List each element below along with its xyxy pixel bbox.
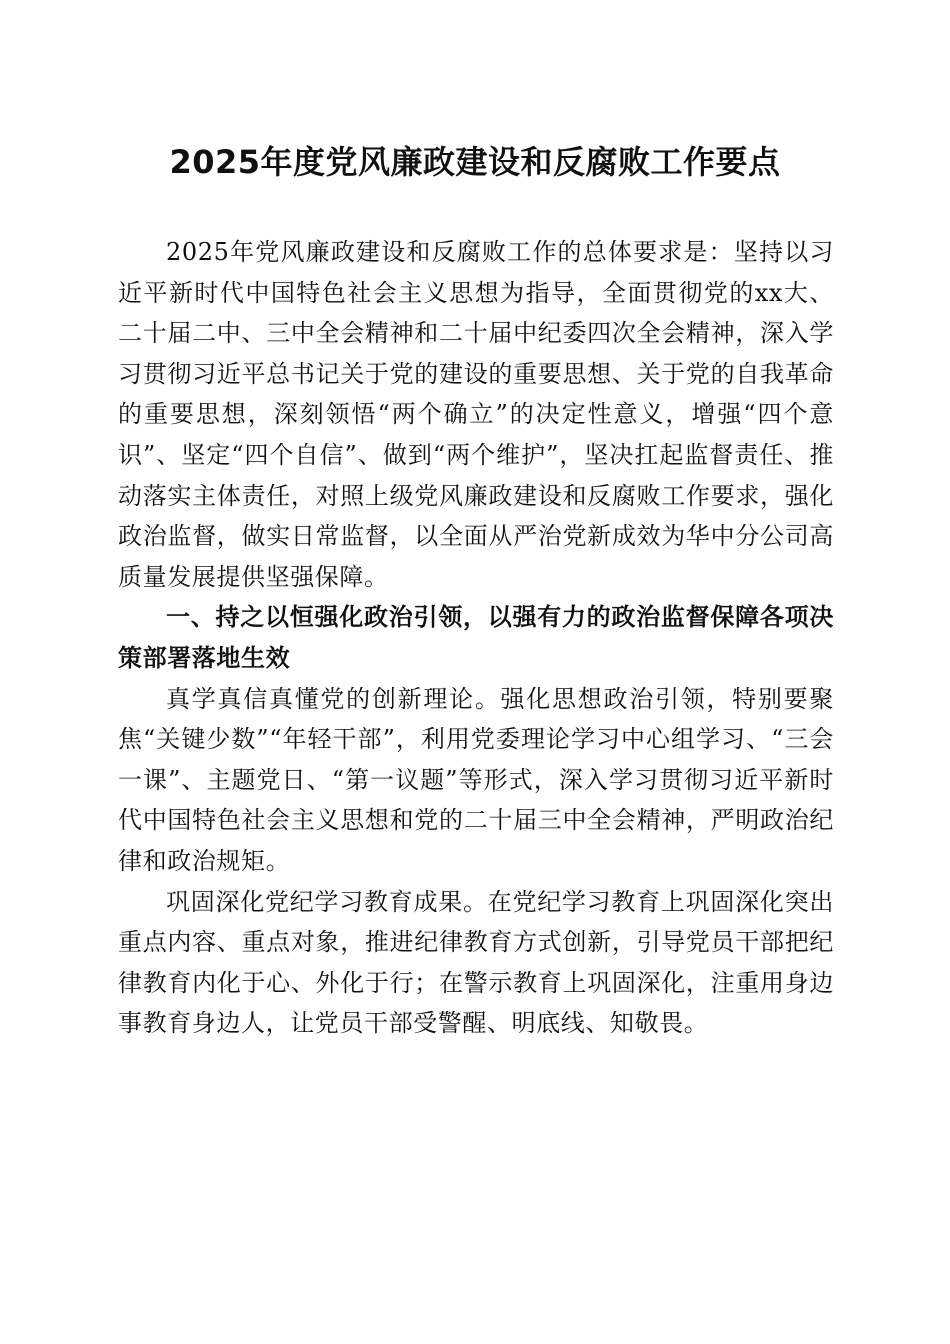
paragraph-theory-study: 真学真信真懂党的创新理论。强化思想政治引领，特别要聚焦“关键少数”“年轻干部”，利用党委理论学习中心组学习、“三会一课”、主题党日、“第一议题”等形式，深入学习贯彻习近平新时代中国特色社会主义思想和党的二十届三中全会精神，严明政治纪律和政治规矩。: [118, 684, 834, 875]
paragraph-discipline-education: 巩固深化党纪学习教育成果。在党纪学习教育上巩固深化突出重点内容、重点对象，推进纪律教育方式创新，引导党员干部把纪律教育内化于心、外化于行；在警示教育上巩固深化，注重用身边事教育身边人，让党员干部受警醒、明底线、知敬畏。: [118, 887, 834, 1038]
section-heading-1: 一、持之以恒强化政治引领，以强有力的政治监督保障各项决策部署落地生效: [118, 603, 834, 672]
paragraph-overall-requirements: 2025年党风廉政建设和反腐败工作的总体要求是：坚持以习近平新时代中国特色社会主义思想为指导，全面贯彻党的xx大、二十届二中、三中全会精神和二十届中纪委四次全会精神，深入学习贯彻习近平总书记关于党的建设的重要思想、关于党的自我革命的重要思想，深刻领悟“两个确立”的决定性意义，增强“四个意识”、坚定“四个自信”、做到“两个维护”，坚决扛起监督责任、推动落实主体责任，对照上级党风廉政建设和反腐败工作要求，强化政治监督，做实日常监督，以全面从严治党新成效为华中分公司高质量发展提供坚强保障。: [118, 238, 834, 591]
document-body: [118, 232, 834, 1044]
document-title: 2025年度党风廉政建设和反腐败工作要点: [169, 143, 781, 181]
